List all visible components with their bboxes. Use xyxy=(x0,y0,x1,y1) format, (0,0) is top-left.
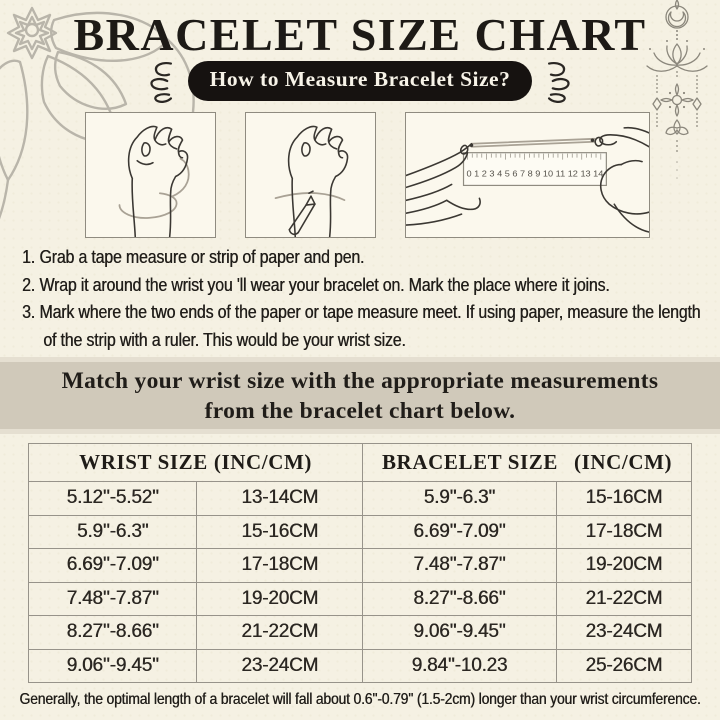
step-illustration-2 xyxy=(245,112,376,238)
bracelet-inch-cell: 7.48''-7.87'' xyxy=(363,549,557,583)
instruction-text: Grab a tape measure or strip of paper and pen. xyxy=(39,247,365,267)
table-row xyxy=(29,482,692,516)
table-row xyxy=(29,582,692,616)
instruction-text: Mark where the two ends of the paper or tape measure meet. If using paper, measure the length of the strip with a ruler. This would be your wrist size. xyxy=(39,302,701,350)
instruction-text: Wrap it around the wrist you 'll wear your bracelet on. Mark the place where it joins. xyxy=(39,274,610,295)
flourish-left-icon xyxy=(142,59,176,103)
bracelet-inch-cell: 6.69''-7.09'' xyxy=(363,515,557,549)
flourish-right-icon xyxy=(544,59,578,103)
wrist-cm-cell: 15-16CM xyxy=(197,515,363,549)
instruction-list xyxy=(22,244,712,354)
table-header-row xyxy=(29,444,692,482)
wrist-cm-cell: 19-20CM xyxy=(197,582,363,616)
instruction-step-2 xyxy=(22,272,712,300)
wrist-inch-cell: 8.27''-8.66'' xyxy=(29,616,197,650)
wrist-cm-cell: 23-24CM xyxy=(197,649,363,683)
banner-line-2: from the bracelet chart below. xyxy=(204,397,516,424)
instruction-number: 1. xyxy=(22,247,35,267)
wrist-inch-cell: 6.69''-7.09'' xyxy=(29,549,197,583)
bracelet-cm-cell: 21-22CM xyxy=(556,582,691,616)
wrist-cm-cell: 13-14CM xyxy=(197,482,363,516)
bracelet-cm-cell: 23-24CM xyxy=(556,616,691,650)
table-row xyxy=(29,616,692,650)
bracelet-cm-cell: 19-20CM xyxy=(556,549,691,583)
wrist-inch-cell: 7.48''-7.87'' xyxy=(29,582,197,616)
instruction-step-3 xyxy=(22,299,712,354)
instruction-number: 3. xyxy=(22,302,35,322)
bracelet-inch-cell: 9.06''-9.45'' xyxy=(363,616,557,650)
match-size-banner xyxy=(0,357,720,434)
wrist-cm-cell: 17-18CM xyxy=(197,549,363,583)
bracelet-size-header-label: BRACELET SIZE xyxy=(381,450,559,474)
wrist-size-header-label: WRIST SIZE xyxy=(79,450,208,474)
how-to-measure-badge-row xyxy=(0,60,720,102)
wrist-inch-cell: 5.12''-5.52'' xyxy=(29,482,197,516)
bracelet-cm-cell: 17-18CM xyxy=(556,515,691,549)
step-illustration-3 xyxy=(405,112,650,238)
bracelet-size-header xyxy=(363,444,692,482)
wrist-size-header-unit: (INC/CM) xyxy=(213,450,312,474)
wrist-cm-cell: 21-22CM xyxy=(197,616,363,650)
wrist-inch-cell: 9.06''-9.45'' xyxy=(29,649,197,683)
hand-tape-icon xyxy=(86,113,215,237)
instruction-number: 2. xyxy=(22,274,35,295)
bracelet-size-header-unit: (INC/CM) xyxy=(574,450,673,474)
table-row xyxy=(29,649,692,683)
bracelet-cm-cell: 15-16CM xyxy=(556,482,691,516)
instruction-step-1 xyxy=(22,244,712,272)
table-row xyxy=(29,549,692,583)
wrist-size-header xyxy=(29,444,363,482)
how-to-measure-badge: How to Measure Bracelet Size? xyxy=(188,61,533,101)
banner-line-1: Match your wrist size with the appropriate measurements xyxy=(61,367,659,394)
hands-ruler-icon xyxy=(406,113,649,237)
bracelet-inch-cell: 9.84''-10.23 xyxy=(363,649,557,683)
hand-pen-icon xyxy=(246,113,375,237)
table-row xyxy=(29,515,692,549)
footnote: Generally, the optimal length of a bracelet will fall about 0.6''-0.79'' (1.5-2cm) longer than your wrist circumference. xyxy=(19,691,701,708)
size-chart-table xyxy=(28,443,692,683)
wrist-inch-cell: 5.9''-6.3'' xyxy=(29,515,197,549)
page-title: BRACELET SIZE CHART xyxy=(73,9,647,60)
bracelet-inch-cell: 8.27''-8.66'' xyxy=(363,582,557,616)
bracelet-inch-cell: 5.9''-6.3'' xyxy=(363,482,557,516)
step-illustration-1 xyxy=(85,112,216,238)
ruler-numbers: 0 1 2 3 4 5 6 7 8 9 10 11 12 13 14 xyxy=(466,169,605,179)
bracelet-cm-cell: 25-26CM xyxy=(556,649,691,683)
